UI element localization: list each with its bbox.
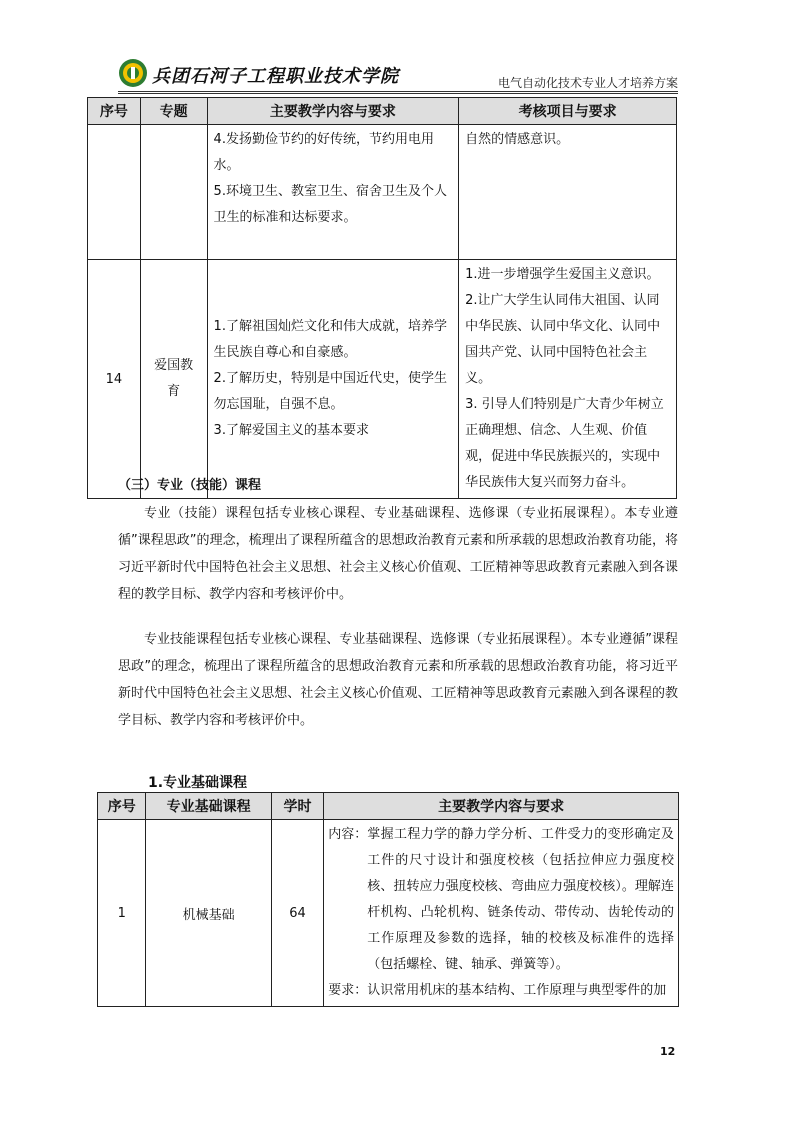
content-line: 5.环境卫生、教室卫生、宿舍卫生及个人卫生的标准和达标要求。	[213, 184, 447, 225]
col-header-content: 主要教学内容与要求	[207, 98, 459, 125]
topic-text: 爱国教育	[154, 358, 194, 399]
document-title: 电气自动化技术专业人才培养方案	[497, 76, 678, 90]
requirement-label: 要求：	[328, 983, 368, 998]
content-line: 4.发扬勤俭节约的好传统，节约用电用水。	[213, 132, 434, 173]
row-content	[207, 260, 459, 499]
table-header-row	[98, 793, 679, 820]
requirement-block	[328, 978, 674, 1004]
requirement-text: 认识常用机床的基本结构、工作原理与典型零件的加	[367, 983, 667, 998]
row-no: 14	[88, 260, 141, 499]
col-header-assess: 考核项目与要求	[459, 98, 677, 125]
col-header-topic: 专题	[140, 98, 207, 125]
content-block	[328, 822, 674, 978]
table-row	[88, 125, 677, 260]
row-assess	[459, 260, 677, 499]
table-row	[98, 820, 679, 1007]
row-no	[88, 125, 141, 260]
content-line: 2.了解历史，特别是中国近代史，使学生勿忘国耻，自强不息。	[213, 371, 447, 412]
table-row	[88, 260, 677, 499]
table-header-row	[88, 98, 677, 125]
assess-line: 自然的情感意识。	[465, 132, 570, 147]
school-logo-icon	[118, 58, 148, 88]
row-no: 1	[98, 820, 146, 1007]
assess-line: 1.进一步增强学生爱国主义意识。	[465, 267, 660, 282]
row-assess	[459, 125, 677, 260]
paragraph: 专业（技能）课程包括专业核心课程、专业基础课程、选修课（专业拓展课程）。本专业遵循”课程思政”的理念，梳理出了课程所蕴含的思想政治教育元素和所承载的思想政治教育功能，将习近平新时代中国特色社会主义思想、社会主义核心价值观、工匠精神等思政教育元素融入到各课程的教学目标、教学内容和考核评价中。	[118, 506, 678, 602]
col-header-hours: 学时	[271, 793, 323, 820]
assess-line: 3. 引导人们特别是广大青少年树立正确理想、信念、人生观、价值观，促进中华民族振兴的，实现中华民族伟大复兴而努力奋斗。	[465, 397, 664, 490]
basic-courses-table	[97, 792, 679, 1007]
page-number: 12	[660, 1045, 676, 1058]
moral-education-table	[87, 97, 677, 499]
col-header-course: 专业基础课程	[146, 793, 271, 820]
row-main	[324, 820, 679, 1007]
col-header-no: 序号	[98, 793, 146, 820]
section-title: （三）专业（技能）课程	[118, 478, 262, 493]
content-label: 内容：	[328, 827, 368, 842]
page-header	[118, 56, 678, 96]
row-hours: 64	[271, 820, 323, 1007]
paragraph: 专业技能课程包括专业核心课程、专业基础课程、选修课（专业拓展课程）。本专业遵循”课程思政”的理念，梳理出了课程所蕴含的思想政治教育元素和所承载的思想政治教育功能，将习近平新时代中国特色社会主义思想、社会主义核心价值观、工匠精神等思政教育元素融入到各课程的教学目标、教学内容和考核评价中。	[118, 632, 678, 728]
assess-line: 2.让广大学生认同伟大祖国、认同中华民族、认同中华文化、认同中国共产党、认同中国特色社会主义。	[465, 293, 661, 386]
col-header-no: 序号	[88, 98, 141, 125]
content-line: 1.了解祖国灿烂文化和伟大成就，培养学生民族自尊心和自豪感。	[213, 319, 447, 360]
col-header-main: 主要教学内容与要求	[324, 793, 679, 820]
content-text: 掌握工程力学的静力学分析、工件受力的变形确定及工件的尺寸设计和强度校核（包括拉伸应力强度校核、扭转应力强度校核、弯曲应力强度校核）。理解连杆机构、凸轮机构、链条传动、带传动、齿轮传动的工作原理及参数的选择，轴的校核及标准件的选择（包括螺栓、键、轴承、弹簧等）。	[367, 827, 674, 972]
row-course: 机械基础	[146, 820, 271, 1007]
header-divider-secondary	[118, 93, 678, 94]
content-line: 3.了解爱国主义的基本要求	[213, 423, 369, 438]
subsection-heading: 1.专业基础课程	[148, 775, 248, 791]
row-topic	[140, 260, 207, 499]
row-content	[207, 125, 459, 260]
row-topic	[140, 125, 207, 260]
school-name: 兵团石河子工程职业技术学院	[152, 66, 399, 87]
header-divider	[118, 91, 678, 92]
